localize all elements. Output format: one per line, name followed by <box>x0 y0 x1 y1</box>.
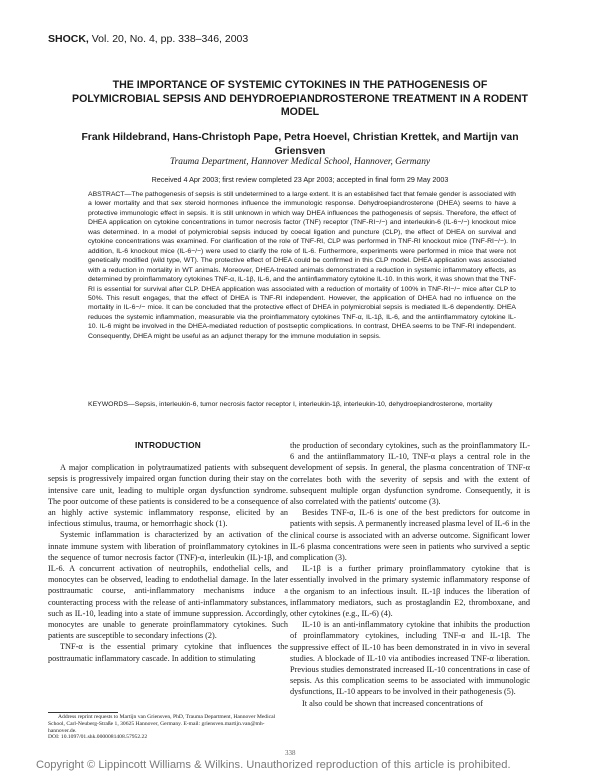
keywords: KEYWORDS—Sepsis, interleukin-6, tumor necrosis factor receptor I, interleukin-1β, interleukin-10, dehydroepiandrosterone, mortality <box>88 401 493 408</box>
body-paragraph: the production of secondary cytokines, such as the proinflammatory IL-6 and the antiinflammatory IL-10, TNF-α plays a central role in the development of sepsis. In general, the plasma concentration of TNF-α correlates both with the severity of sepsis and with the extent of subsequent multiple organ dysfunction syndrome. Consequently, it is also correlated with the patients' outcome (3). <box>290 441 530 507</box>
body-paragraph: A major complication in polytraumatized patients with subsequent sepsis is progressively impaired organ function during their stay on the intensive care unit, leading to multiple organ dysfunction syndrome. The poor outcome of these patients is considered to be a consequence of an highly active systemic inflammatory response, elicited by an infectious stimulus, trauma, or hemorrhagic shock (1). <box>48 463 288 529</box>
article-affiliation: Trauma Department, Hannover Medical School, Hannover, Germany <box>169 157 431 167</box>
footnote <box>48 714 288 741</box>
copyright-watermark: Copyright © Lippincott Williams & Wilkins. Unauthorized reproduction of this article is prohibited. <box>36 759 511 771</box>
journal-name: SHOCK, <box>48 33 89 45</box>
footnote-address: Address reprint requests to Martijn van Griensven, PhD, Trauma Department, Hannover Medical School, Carl-Neuberg-Straße 1, 30625 Hannover, Germany. E-mail: griensven.martijn.van@mh-hannover.de. <box>48 714 276 734</box>
abstract: ABSTRACT—The pathogenesis of sepsis is still undetermined to a large extent. It is an established fact that female gender is associated with a lower mortality and that sex steroid hormones influence the immunologic response. Dehydroepiandrosterone (DHEA) seems to have a protective immunologic effect in sepsis. It is still unknown in which way DHEA influences the pathogenesis of sepsis. Therefore, the effect of DHEA application on cytokine concentrations in tumor necrosis factor (TNF) receptor (TNF-RI−/−) and interleukin-6 (IL-6−/−) knockout mice was determined. In a model of polymicrobial sepsis induced by coecal ligation and puncture (CLP), the effect of DHEA on survival and cytokine concentrations was examined. For clarification of the role of TNF-RI, CLP was performed in TNF-RI knockout mice (TNF-RI−/−). In addition, IL-6 knockout mice (IL-6−/−) were used to clarify the role of IL-6. Furthermore, experiments were performed in mice that were not genetically modified (wild type, WT). The protective effect of DHEA could be confirmed in this CLP model. DHEA application was associated with a reduction in mortality in WT animals. Moreover, DHEA-treated animals demonstrated a reduction in systemic inflammatory effects, as determined by proinflammatory cytokines TNF-α, IL-1β, IL-6, and the antiinflammatory cytokine IL-10. In this work, it was shown that the TNF-RI is essential for survival after CLP. DHEA application was associated with a reduction of mortality of 100% in TNF-RI−/− mice after CLP to 50%. This result engages, that the effect of DHEA is TNF-RI independent. However, the application of DHEA had no influence on the mortality in IL-6−/− mice. It can be concluded that the protective effect of DHEA in polymicrobial sepsis is mediated IL-6 dependently. DHEA reduces the systemic inflammation, measurable via the proinflammatory cytokines TNF-α, IL-1β, IL-6, and the antiinflammatory cytokine IL-10. IL-6 might be involved in the DHEA-mediated reduction of postseptic complications. In contrast, DHEA seems to be TNF-RI independent. Consequently, DHEA might be useful as an adjunct therapy for the immune modulation in sepsis. <box>88 191 516 340</box>
footnote-divider <box>48 712 118 713</box>
article-authors: Frank Hildebrand, Hans-Christoph Pape, Petra Hoevel, Christian Krettek, and Martijn van Griensven <box>81 132 519 157</box>
article-title: THE IMPORTANCE OF SYSTEMIC CYTOKINES IN THE PATHOGENESIS OF POLYMICROBIAL SEPSIS AND DEHYDROEPIANDROSTERONE TREATMENT IN A RODENT MODEL <box>72 79 528 118</box>
page-number: 338 <box>285 749 296 757</box>
right-column <box>290 440 530 709</box>
received-dates: Received 4 Apr 2003; first review completed 23 Apr 2003; accepted in final form 29 May 2003 <box>151 175 449 184</box>
journal-citation <box>48 33 248 45</box>
footnote-doi: DOI: 10.1097/01.shk.0000081408.57952.22 <box>48 734 148 741</box>
body-paragraph: IL-10 is an anti-inflammatory cytokine that inhibits the production of proinflammatory cytokines, including TNF-α and IL-1β. The suppressive effect of IL-10 has been demonstrated in in vivo in several studies. A blockade of IL-10 via antibodies increased TNF-α liberation. Previous studies demonstrated increased IL-10 concentrations in case of sepsis. As this complication seems to be associated with immunologic dysfunctions, IL-10 appears to be involved in their pathogenesis (5). <box>290 620 530 697</box>
body-paragraph: Besides TNF-α, IL-6 is one of the best predictors for outcome in patients with sepsis. A permanently increased plasma level of IL-6 in the clinical course is associated with an adverse outcome. Significant lower IL-6 plasma concentrations were seen in patients who survived a septic complication (3). <box>290 508 530 563</box>
body-paragraph: It also could be shown that increased concentrations of <box>302 698 483 708</box>
body-paragraph: TNF-α is the essential primary cytokine that influences the posttraumatic inflammatory cascade. In addition to stimulating <box>48 642 288 663</box>
body-paragraph: IL-1β is a further primary proinflammatory cytokine that is essentially involved in the primary systemic inflammatory response of the organism to an infectious insult. IL-1β induces the liberation of inflammatory mediators, such as prostaglandin E2, thromboxane, and other cytokines (e.g., IL-6) (4). <box>290 564 530 619</box>
section-heading-introduction: INTRODUCTION <box>134 440 201 450</box>
left-column <box>48 440 288 664</box>
body-paragraph: Systemic inflammation is characterized by an activation of the innate immune system with liberation of proinflammatory cytokines in the sequence of tumor necrosis factor (TNF)-α, interleukin (IL)-1β, and IL-6. A concurrent activation of neutrophils, endothelial cells, and monocytes can be observed, leading to endothelial damage. In the later posttraumatic course, anti-inflammatory mechanisms induce a counteracting process with the release of anti-inflammatory substances, such as IL-10, leading into a state of immune suppression. Accordingly, monocytes are unable to generate proinflammatory cytokines. Such patients are susceptible to secondary infections (2). <box>48 530 288 641</box>
journal-volume-pages: Vol. 20, No. 4, pp. 338–346, 2003 <box>88 33 249 45</box>
